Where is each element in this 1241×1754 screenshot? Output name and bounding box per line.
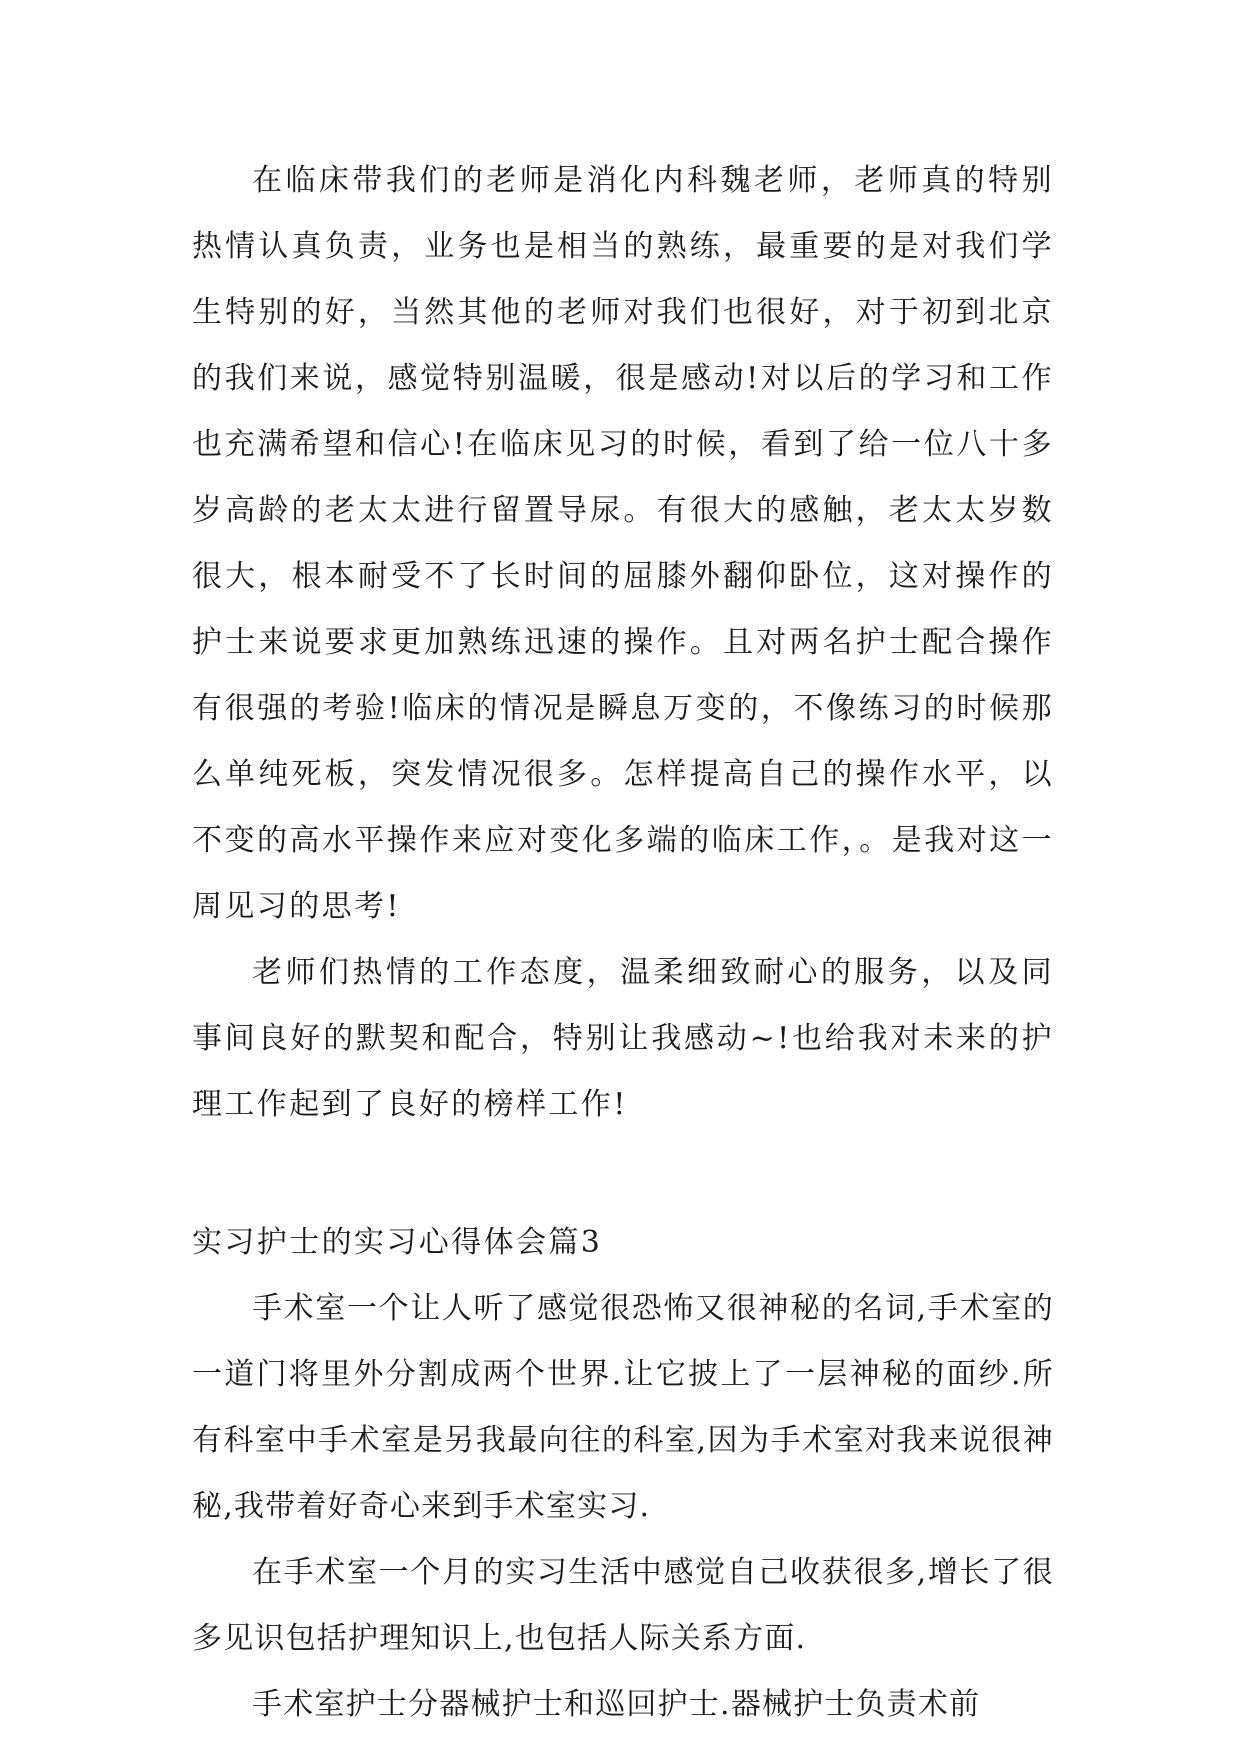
paragraph-nurse-roles: 手术室护士分器械护士和巡回护士.器械护士负责术前 [252, 1687, 981, 1722]
section-heading: 实习护士的实习心得体会篇3 [192, 1225, 603, 1260]
paragraph-operating-room-intro: 手术室一个让人听了感觉很恐怖又很神秘的名词,手术室的一道门将里外分割成两个世界.让它披上了一层神秘的面纱.所有科室中手术室是另我最向往的科室,因为手术室对我来说很神秘,我带着好奇心来到手术室实习. [192, 1291, 1054, 1524]
paragraph-teachers-attitude: 老师们热情的工作态度，温柔细致耐心的服务，以及同事间良好的默契和配合，特别让我感动~!也给我对未来的护理工作起到了良好的榜样工作! [192, 955, 1054, 1122]
paragraph-clinical-teacher: 在临床带我们的老师是消化内科魏老师，老师真的特别热情认真负责，业务也是相当的熟练，最重要的是对我们学生特别的好，当然其他的老师对我们也很好，对于初到北京的我们来说，感觉特别温暖，很是感动!对以后的学习和工作也充满希望和信心!在临床见习的时候，看到了给一位八十多岁高龄的老太太进行留置导尿。有很大的感触，老太太岁数很大，根本耐受不了长时间的屈膝外翻仰卧位，这对操作的护士来说要求更加熟练迅速的操作。且对两名护士配合操作有很强的考验!临床的情况是瞬息万变的，不像练习的时候那么单纯死板，突发情况很多。怎样提高自己的操作水平，以不变的高水平操作来应对变化多端的临床工作，。是我对这一周见习的思考! [192, 163, 1054, 924]
section-spacer [192, 1138, 1054, 1210]
document-body [192, 148, 1054, 1738]
paragraph-one-month-internship: 在手术室一个月的实习生活中感觉自己收获很多,增长了很多见识包括护理知识上,也包括人际关系方面. [192, 1555, 1054, 1656]
